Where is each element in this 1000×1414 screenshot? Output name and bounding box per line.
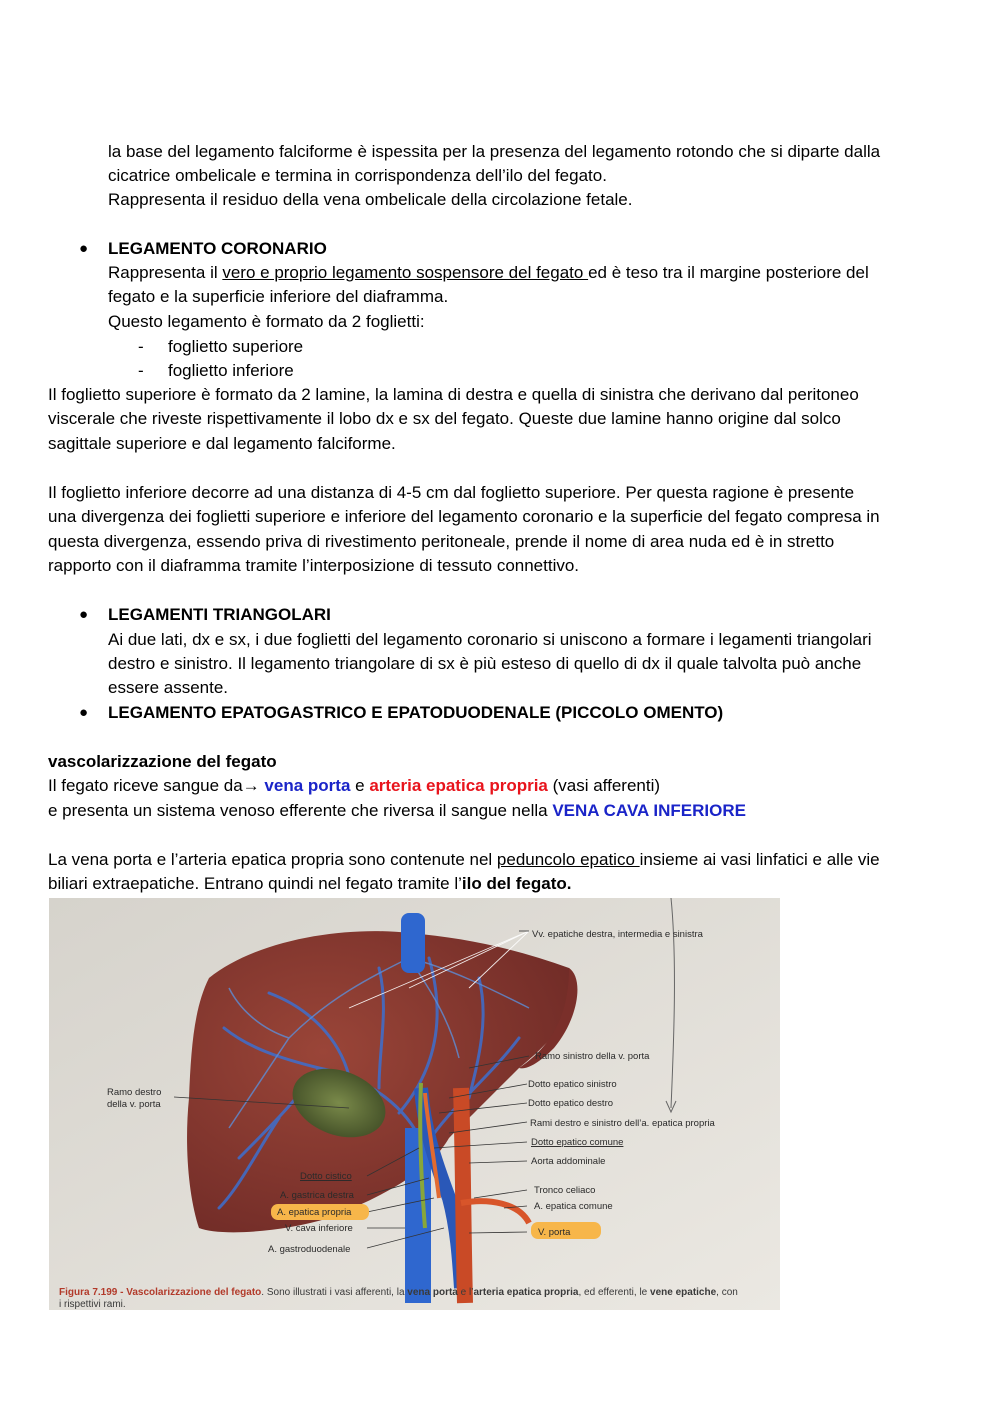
paragraph-line: Il foglietto superiore è formato da 2 lamine, la lamina di destra e quella di sinistra che derivano dal peritoneo: [48, 385, 859, 404]
underlined-phrase: peduncolo epatico: [496, 850, 640, 869]
highlight-arteria-epatica: arteria epatica propria: [369, 776, 548, 795]
label-a-epatica-comune: A. epatica comune: [534, 1201, 613, 1212]
highlight-vena-cava: VENA CAVA INFERIORE: [552, 801, 746, 820]
label-cava-inferiore: V. cava inferiore: [285, 1223, 353, 1234]
label-dotto-destro: Dotto epatico destro: [528, 1098, 614, 1109]
paragraph-line: Il foglietto inferiore decorre ad una distanza di 4-5 cm dal foglietto superiore. Per questa ragione è presente: [48, 483, 855, 502]
triangolari-line: Ai due lati, dx e sx, i due foglietti del legamento coronario si uniscono a formare i legamenti triangolari: [108, 630, 872, 649]
section-title-triangolari: LEGAMENTI TRIANGOLARI: [108, 605, 331, 624]
bullet-icon: ●: [79, 606, 89, 623]
label-rami-arteria: Rami destro e sinistro dell’a. epatica propria: [530, 1118, 715, 1129]
label-gastroduodenale: A. gastroduodenale: [268, 1244, 351, 1255]
liver-vascularization-figure: [49, 898, 780, 1310]
paragraph-line: rapporto con il diaframma tramite l’interposizione di tessuto connettivo.: [48, 556, 580, 575]
list-item: foglietto inferiore: [168, 361, 294, 380]
underlined-phrase: vero e proprio legamento sospensore del fegato: [222, 263, 589, 282]
peduncolo-line-1: La vena porta e l’arteria epatica propria sono contenute nel peduncolo epatico insieme ai vasi linfatici e alle vie: [48, 850, 880, 869]
intro-line-3: Rappresenta il residuo della vena ombelicale della circolazione fetale.: [108, 190, 633, 209]
intro-line-1: la base del legamento falciforme è ispessita per la presenza del legamento rotondo che si diparte dalla: [108, 142, 881, 161]
dash-marker: -: [138, 337, 144, 356]
figure-caption-line-2: i rispettivi rami.: [59, 1299, 126, 1310]
triangolari-line: essere assente.: [108, 678, 229, 697]
section-title-coronario: LEGAMENTO CORONARIO: [108, 239, 327, 258]
coronario-line-2: fegato e la superficie inferiore del diaframma.: [108, 287, 449, 306]
label-dotto-comune: Dotto epatico comune: [531, 1137, 624, 1148]
paragraph-line: una divergenza dei foglietti superiore e inferiore del legamento coronario e la superficie del fegato compresa in: [48, 507, 880, 526]
triangolari-line: destro e sinistro. Il legamento triangolare di sx è più esteso di quello di dx il quale talvolta può anche: [108, 654, 862, 673]
bullet-icon: ●: [79, 240, 89, 257]
label-ramo-sinistro: Ramo sinistro della v. porta: [535, 1051, 650, 1062]
label-tronco-celiaco: Tronco celiaco: [534, 1185, 596, 1196]
liver-illustration: [49, 898, 780, 1310]
label-epatica-propria: A. epatica propria: [277, 1207, 352, 1218]
section-heading-vascolarizzazione: vascolarizzazione del fegato: [48, 752, 277, 771]
paragraph-line: questa divergenza, essendo priva di rivestimento peritoneale, prende il nome di area nuda ed è in stretto: [48, 532, 835, 551]
highlight-vena-porta: vena porta: [264, 776, 351, 795]
intro-line-2: cicatrice ombelicale e termina in corrispondenza dell’ilo del fegato.: [108, 166, 607, 185]
label-dotto-cistico: Dotto cistico: [300, 1171, 352, 1182]
paragraph-line: viscerale che riveste rispettivamente il lobo dx e sx del fegato. Queste due lamine hanno origine dal solco: [48, 409, 841, 428]
label-dotto-sinistro: Dotto epatico sinistro: [528, 1079, 617, 1090]
list-item: foglietto superiore: [168, 337, 304, 356]
vasc-line-1: Il fegato riceve sangue da→ vena porta e arteria epatica propria (vasi afferenti): [48, 776, 661, 795]
vasc-line-2: e presenta un sistema venoso efferente che riversa il sangue nella VENA CAVA INFERIORE: [48, 801, 746, 820]
label-aorta: Aorta addominale: [531, 1156, 606, 1167]
label-v-porta: V. porta: [538, 1227, 571, 1238]
dash-marker: -: [138, 361, 144, 380]
label-vv-epatiche: Vv. epatiche destra, intermedia e sinistra: [532, 929, 703, 940]
bullet-icon: ●: [79, 704, 89, 721]
coronario-line-3: Questo legamento è formato da 2 foglietti:: [108, 312, 425, 331]
paragraph-line: sagittale superiore e dal legamento falciforme.: [48, 434, 396, 453]
figure-caption: Figura 7.199 - Vascolarizzazione del fegato. Sono illustrati i vasi afferenti, la vena porta e l’arteria epatica propria, ed efferenti, le vene epatiche, con: [59, 1287, 738, 1298]
label-gastrica-destra: A. gastrica destra: [280, 1190, 354, 1201]
coronario-line-1: Rappresenta il vero e proprio legamento sospensore del fegato ed è teso tra il margine posteriore del: [108, 263, 869, 282]
section-title-epatogastrico: LEGAMENTO EPATOGASTRICO E EPATODUODENALE (PICCOLO OMENTO): [108, 703, 724, 722]
peduncolo-line-2: biliari extraepatiche. Entrano quindi nel fegato tramite l’ilo del fegato.: [48, 874, 572, 893]
label-ramo-destro-1: Ramo destro: [107, 1087, 162, 1098]
label-ramo-destro-2: della v. porta: [107, 1099, 161, 1110]
